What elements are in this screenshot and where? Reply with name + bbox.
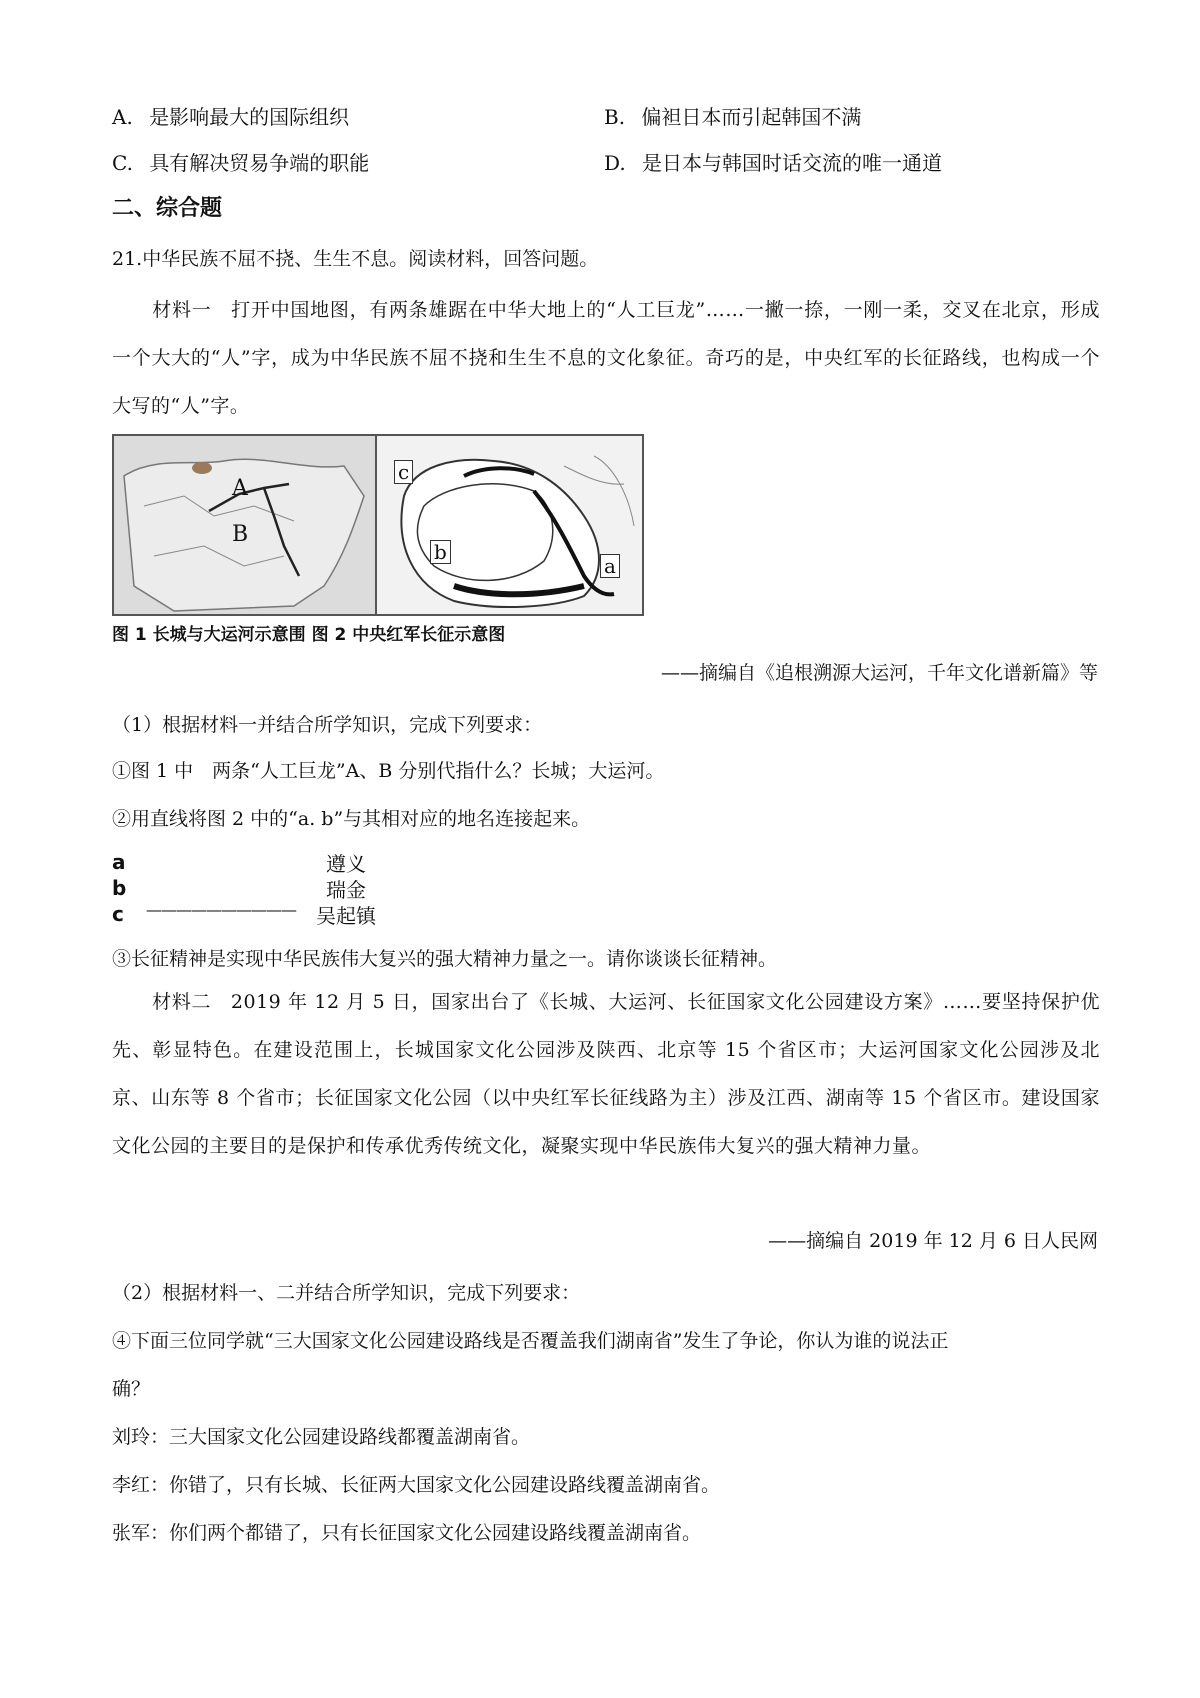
match-left-c: c bbox=[112, 902, 124, 926]
source-one: ——摘编自《追根溯源大运河，千年文化谱新篇》等 bbox=[660, 662, 1098, 684]
source-two: ——摘编自 2019 年 12 月 6 日人民网 bbox=[768, 1230, 1098, 1252]
material-one-text: 材料一 打开中国地图，有两条雄踞在中华大地上的“人工巨龙”……一撇一捺，一刚一柔，交叉在北京，形成一个大大的“人”字，成为中华民族不屈不挠和生生不息的文化象征。奇巧的是，中央红军的长征路线，也构成一个大写的“人”字。 bbox=[112, 299, 1100, 417]
part-two-q4-line1: ④下面三位同学就“三大国家文化公园建设路线是否覆盖我们湖南省”发生了争论，你认为谁的说法正 bbox=[112, 1330, 949, 1352]
option-d bbox=[604, 150, 942, 176]
option-text: 是影响最大的国际组织 bbox=[149, 105, 350, 129]
option-b bbox=[604, 104, 861, 130]
section-title: 二、综合题 bbox=[112, 196, 223, 221]
question-stem: 21.中华民族不屈不挠、生生不息。阅读材料，回答问题。 bbox=[112, 248, 599, 270]
option-letter: C. bbox=[112, 151, 133, 175]
part-two-title: （2）根据材料一、二并结合所学知识，完成下列要求： bbox=[112, 1282, 581, 1304]
material-two bbox=[112, 978, 1100, 1170]
map-figure bbox=[112, 434, 644, 616]
match-left-a: a bbox=[112, 850, 126, 874]
maps-illustration bbox=[114, 436, 642, 614]
match-left-b: b bbox=[112, 876, 127, 900]
match-right-wuqizhen: 吴起镇 bbox=[316, 904, 376, 928]
option-text: 偏袒日本而引起韩国不满 bbox=[641, 105, 862, 129]
part-one-q3: ③长征精神是实现中华民族伟大复兴的强大精神力量之一。请你谈谈长征精神。 bbox=[112, 948, 778, 970]
student-liu-ling: 刘玲：三大国家文化公园建设路线都覆盖湖南省。 bbox=[112, 1426, 531, 1448]
option-text: 具有解决贸易争端的职能 bbox=[149, 151, 370, 175]
option-text: 是日本与韩国时话交流的唯一通道 bbox=[642, 151, 943, 175]
student-li-hong: 李红：你错了，只有长城、长征两大国家文化公园建设路线覆盖湖南省。 bbox=[112, 1474, 721, 1496]
option-c bbox=[112, 150, 369, 176]
option-letter: B. bbox=[604, 105, 626, 129]
figure-caption: 图 1 长城与大运河示意围 图 2 中央红军长征示意图 bbox=[112, 625, 506, 645]
map2-label-b: b bbox=[430, 540, 451, 564]
match-line: —————————— bbox=[146, 900, 296, 919]
map1-label-b: B bbox=[232, 522, 249, 547]
match-right-zunyi: 遵义 bbox=[326, 852, 366, 876]
part-one-q2: ②用直线将图 2 中的“a. b”与其相对应的地名连接起来。 bbox=[112, 808, 591, 830]
part-one-q1: ①图 1 中 两条“人工巨龙”A、B 分别代指什么？长城；大运河。 bbox=[112, 760, 665, 782]
option-a bbox=[112, 104, 349, 130]
material-two-text: 材料二 2019 年 12 月 5 日，国家出台了《长城、大运河、长征国家文化公园建设方案》……要坚持保护优先、彰显特色。在建设范围上，长城国家文化公园涉及陕西、北京等 15 个省区市；大运河国家文化公园涉及北京、山东等 8 个省市；长征国家文化公园（以中央红军长征线路为主）涉及江西、湖南等 15 个省区市。建设国家文化公园的主要目的是保护和传承优秀传统文化，凝聚实现中华民族伟大复兴的强大精神力量。 bbox=[112, 991, 1100, 1157]
student-zhang-jun: 张军：你们两个都错了，只有长征国家文化公园建设路线覆盖湖南省。 bbox=[112, 1522, 702, 1544]
part-one-title: （1）根据材料一并结合所学知识，完成下列要求： bbox=[112, 714, 543, 736]
option-letter: A. bbox=[112, 105, 133, 129]
map2-label-c: c bbox=[394, 460, 413, 484]
map2-label-a: a bbox=[600, 554, 620, 578]
option-letter: D. bbox=[604, 151, 626, 175]
map1-label-a: A bbox=[232, 476, 248, 501]
match-right-ruijin: 瑞金 bbox=[326, 878, 366, 902]
part-two-q4-line2: 确？ bbox=[112, 1378, 151, 1400]
material-one bbox=[112, 286, 1100, 430]
map1-mark bbox=[192, 462, 212, 474]
